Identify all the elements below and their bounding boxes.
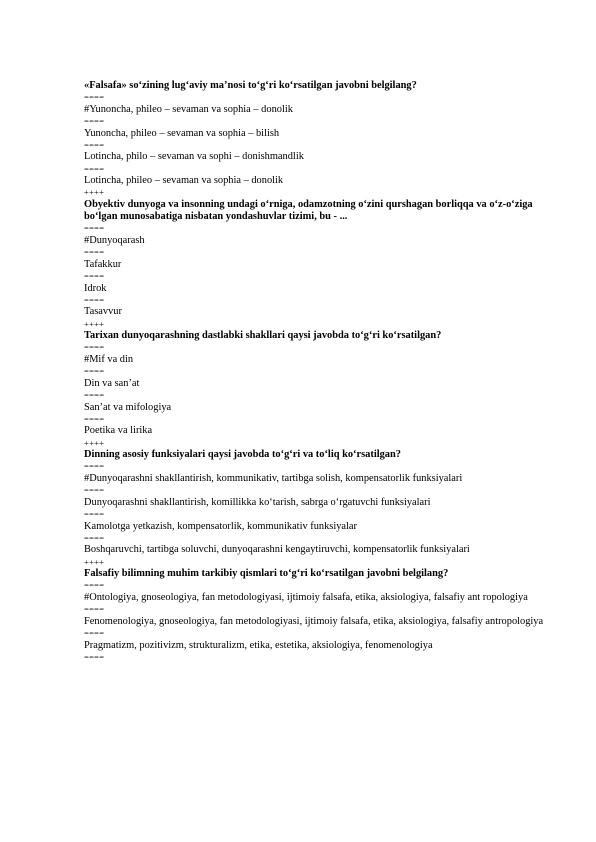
answer-option: #Dunyoqarash [84, 234, 145, 246]
separator-line: ==== [84, 223, 105, 234]
separator-line: ==== [84, 270, 105, 281]
answer-option: Dunyoqarashni shakllantirish, komillikka ko‘tarish, sabrga o‘rgatuvchi funksiyalari [84, 496, 431, 508]
separator-line: ++++ [84, 556, 105, 567]
separator-line: ==== [84, 139, 105, 150]
separator-line: ==== [84, 294, 105, 305]
separator-line: ==== [84, 389, 105, 400]
separator-line: ==== [84, 413, 105, 424]
answer-option: Fenomenologiya, gnoseologiya, fan metodologiyasi, ijtimoiy falsafa, etika, aksiologiya, falsafiy antropologiya [84, 615, 544, 627]
separator-line: ++++ [84, 437, 105, 448]
question-text: Tarixan dunyoqarashning dastlabki shakllari qaysi javobda to‘g‘ri ko‘rsatilgan? [84, 330, 442, 342]
answer-option: San’at va mifologiya [84, 401, 172, 413]
separator-line: ++++ [84, 318, 105, 329]
answer-option: #Yunoncha, phileo – sevaman va sophia – donolik [84, 103, 293, 115]
answer-option: Tasavvur [84, 306, 122, 318]
answer-option: #Ontologiya, gnoseologiya, fan metodologiyasi, ijtimoiy falsafa, etika, aksiologiya, falsafiy ant ropologiya [84, 591, 528, 603]
separator-line: ==== [84, 485, 105, 496]
quiz-content [84, 80, 554, 663]
separator-line: ==== [84, 604, 105, 615]
separator-line: ==== [84, 116, 105, 126]
separator-line: ++++ [84, 187, 105, 198]
answer-option: Pragmatizm, pozitivizm, strukturalizm, etika, estetika, aksiologiya, fenomenologiya [84, 639, 433, 651]
answer-option: Lotincha, phileo – sevaman va sophia – donolik [84, 175, 284, 187]
answer-option: #Dunyoqarashni shakllantirish, kommunikativ, tartibga solish, kompensatorlik funksiyalari [84, 472, 463, 484]
separator-line: ==== [84, 508, 105, 519]
separator-line: ==== [84, 532, 105, 543]
question-text: Dinning asosiy funksiyalari qaysi javobda to‘g‘ri va to‘liq ko‘rsatilgan? [84, 449, 401, 461]
separator-line: ==== [84, 366, 105, 377]
answer-option: Tafakkur [84, 258, 122, 270]
separator-line: ==== [84, 627, 105, 638]
answer-option: Poetika va lirika [84, 425, 153, 437]
answer-option: #Mif va din [84, 353, 134, 365]
separator-line: ==== [84, 92, 105, 103]
answer-option: Boshqaruvchi, tartibga soluvchi, dunyoqarashni kengaytiruvchi, kompensatorlik funksiyalari [84, 544, 470, 556]
answer-option: Lotincha, philo – sevaman va sophi – donishmandlik [84, 151, 304, 163]
separator-line: ==== [84, 342, 105, 353]
answer-option: Idrok [84, 282, 107, 294]
question-text: Falsafiy bilimning muhim tarkibiy qismlari to‘g‘ri ko‘rsatilgan javobni belgilang? [84, 568, 449, 580]
question-text: Obyektiv dunyoga va insonning undagi o‘rniga, odamzotning o‘zini qurshagan borliqqa va o‘z-o‘ziga bo‘lgan munosabatiga nisbatan yondashuvlar tizimi, bu - ... [84, 198, 533, 223]
separator-line: ==== [84, 580, 105, 591]
separator-line: ==== [84, 461, 105, 472]
separator-line: ==== [84, 247, 105, 258]
separator-line: ==== [84, 163, 105, 174]
separator-line: ==== [84, 651, 105, 662]
answer-option: Yunoncha, phileo – sevaman va sophia – bilish [84, 127, 280, 139]
answer-option: Din va san’at [84, 377, 140, 389]
question-text: «Falsafa» so‘zining lug‘aviy ma’nosi to‘g‘ri ko‘rsatilgan javobni belgilang? [84, 80, 417, 91]
answer-option: Kamolotga yetkazish, kompensatorlik, kommunikativ funksiyalar [84, 520, 357, 532]
